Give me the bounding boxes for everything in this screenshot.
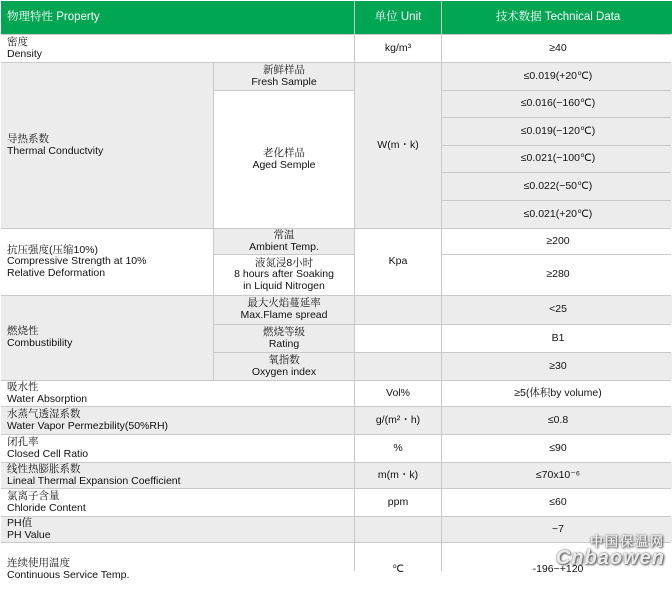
chloride-en: Chloride Content: [7, 501, 86, 514]
thermal-value-2: [442, 91, 672, 117]
combustibility-oxygen-value-text: ≥30: [549, 359, 567, 372]
thermal-value-1: [442, 63, 672, 90]
closed-cell-en: Closed Cell Ratio: [7, 447, 89, 460]
thermal-value-3: [442, 118, 672, 145]
ph-label: [1, 517, 354, 542]
water-absorption-en: Water Absorption: [7, 392, 88, 405]
thermal-value-6: [442, 201, 672, 228]
compressive-value-1: [442, 229, 672, 254]
chloride-value-text: ≤60: [549, 495, 567, 508]
water-absorption-unit: [355, 381, 441, 406]
combustibility-oxygen: [214, 353, 354, 380]
thermal-label: [1, 63, 213, 228]
density-unit: [355, 35, 441, 62]
ph-en: PH Value: [7, 528, 51, 541]
expansion-label: [1, 463, 354, 488]
thermal-value-4: [442, 146, 672, 172]
compressive-value-1-text: ≥200: [546, 234, 570, 247]
vapor-label: [1, 407, 354, 434]
service-temp-value: [442, 543, 672, 596]
density-value-text: ≥40: [549, 41, 567, 54]
combustibility-rating-cn: 燃烧等级: [263, 325, 305, 338]
compressive-en-1: Compressive Strength at 10%: [7, 255, 147, 268]
chloride-unit: [355, 489, 441, 516]
compressive-label: [1, 229, 213, 295]
water-absorption-label: [1, 381, 354, 406]
combustibility-flame-unit: [355, 296, 441, 324]
combustibility-flame-en: Max.Flame spread: [240, 309, 328, 321]
combustibility-flame-cn: 最大火焰蔓延率: [247, 297, 321, 310]
compressive-unit: [355, 229, 441, 295]
expansion-unit-text: m(m・k): [377, 468, 419, 481]
combustibility-label: [1, 296, 213, 380]
vapor-value-text: ≤0.8: [547, 413, 569, 426]
thermal-cn: 导热系数: [7, 132, 49, 145]
combustibility-oxygen-en: Oxygen index: [251, 365, 317, 378]
header-unit-label: 单位 Unit: [374, 11, 422, 24]
thermal-value-4-text: ≤0.021(−100℃): [520, 152, 596, 165]
ph-value-text: ~7: [552, 522, 564, 535]
service-temp-value-text: -196~+120: [532, 562, 584, 575]
header-property: [1, 1, 354, 34]
combustibility-flame-value: [442, 296, 672, 324]
combustibility-flame-value-text: <25: [549, 303, 567, 316]
chloride-unit-text: ppm: [387, 495, 409, 508]
water-absorption-cn: 吸水性: [7, 380, 39, 393]
compressive-ambient-cn: 常温: [273, 228, 295, 241]
combustibility-rating-value: [442, 325, 672, 352]
vapor-cn: 水蒸气透湿系数: [7, 407, 81, 420]
ph-unit: [355, 517, 441, 542]
watermark-en: Cnbaowen: [555, 547, 665, 569]
chloride-value: [442, 489, 672, 516]
combustibility-en: Combustibility: [7, 337, 73, 349]
compressive-value-2: [442, 255, 672, 295]
service-temp-unit: [355, 543, 441, 596]
water-absorption-unit-text: Vol%: [386, 386, 410, 399]
combustibility-oxygen-value: [442, 353, 672, 380]
combustibility-cn: 燃烧性: [7, 325, 39, 338]
thermal-value-5: [442, 173, 672, 200]
header-unit: [355, 1, 441, 34]
ph-value: [442, 517, 672, 542]
service-temp-cn: 连续使用温度: [7, 556, 70, 569]
thermal-unit-text: W(m・k): [377, 138, 419, 151]
chloride-label: [1, 489, 354, 516]
header-technical: [442, 1, 672, 34]
thermal-aged-cn: 老化样品: [263, 146, 305, 159]
combustibility-oxygen-cn: 氧指数: [268, 353, 300, 366]
vapor-unit-text: g/(m²・h): [375, 413, 421, 426]
thermal-value-6-text: ≤0.021(+20℃): [523, 207, 593, 220]
combustibility-rating: [214, 325, 354, 352]
compressive-soak-en-1: 8 hours after Soaking: [234, 268, 334, 281]
expansion-en: Lineal Thermal Expansion Coefficient: [7, 474, 181, 487]
thermal-aged-en: Aged Semple: [252, 158, 316, 171]
ph-cn: PH值: [7, 516, 33, 529]
closed-cell-cn: 闭孔率: [7, 435, 39, 448]
thermal-unit: [355, 63, 441, 228]
vapor-value: [442, 407, 672, 434]
compressive-soak-cn: 液氮浸8小时: [254, 256, 314, 269]
water-absorption-value-text: ≥5(体积by volume): [514, 386, 602, 399]
combustibility-flame: [214, 296, 354, 324]
closed-cell-value-text: ≤90: [549, 441, 567, 454]
watermark-cn: 中国保温网: [589, 534, 665, 549]
property-table: [1, 1, 671, 581]
header-technical-label: 技术数据 Technical Data: [495, 11, 621, 24]
thermal-fresh-cn: 新鲜样品: [263, 63, 305, 76]
compressive-ambient: [214, 229, 354, 254]
density-value: [442, 35, 672, 62]
combustibility-rating-value-text: B1: [551, 331, 565, 344]
thermal-value-1-text: ≤0.019(+20℃): [523, 69, 593, 82]
expansion-value-text: ≤70x10⁻⁶: [535, 468, 581, 481]
combustibility-rating-en: Rating: [268, 337, 300, 350]
density-cn: 密度: [7, 35, 28, 48]
density-label: [1, 35, 354, 62]
header-property-label: 物理特性 Property: [7, 11, 100, 24]
expansion-unit: [355, 463, 441, 488]
closed-cell-unit-text: %: [393, 441, 403, 454]
compressive-unit-text: Kpa: [388, 255, 408, 268]
compressive-en-2: Relative Deformation: [7, 266, 106, 279]
chloride-cn: 氯离子含量: [7, 489, 60, 502]
thermal-value-2-text: ≤0.016(−160℃): [520, 97, 596, 110]
compressive-soak-en-2: in Liquid Nitrogen: [243, 279, 325, 292]
expansion-cn: 线性热膨胀系数: [7, 462, 81, 475]
closed-cell-value: [442, 435, 672, 462]
service-temp-en: Continuous Service Temp.: [7, 568, 130, 581]
service-temp-label: [1, 543, 354, 596]
closed-cell-unit: [355, 435, 441, 462]
vapor-unit: [355, 407, 441, 434]
combustibility-rating-unit: [355, 325, 441, 352]
compressive-value-2-text: ≥280: [546, 268, 570, 281]
compressive-cn: 抗压强度(压缩10%): [7, 243, 99, 256]
combustibility-oxygen-unit: [355, 353, 441, 380]
density-en: Density: [7, 47, 43, 60]
thermal-fresh: [214, 63, 354, 90]
water-absorption-value: [442, 381, 672, 406]
thermal-aged: [214, 91, 354, 228]
density-unit-text: kg/m³: [384, 41, 412, 54]
service-temp-unit-text: ℃: [392, 562, 404, 575]
expansion-value: [442, 463, 672, 488]
compressive-ambient-en: Ambient Temp.: [249, 240, 319, 253]
compressive-soak: [214, 255, 354, 295]
vapor-en: Water Vapor Permezbility(50%RH): [7, 419, 169, 432]
thermal-fresh-en: Fresh Sample: [251, 75, 317, 88]
thermal-value-3-text: ≤0.019(−120℃): [520, 124, 596, 137]
thermal-value-5-text: ≤0.022(−50℃): [523, 179, 593, 192]
closed-cell-label: [1, 435, 354, 462]
thermal-en: Thermal Conductvity: [7, 144, 104, 157]
